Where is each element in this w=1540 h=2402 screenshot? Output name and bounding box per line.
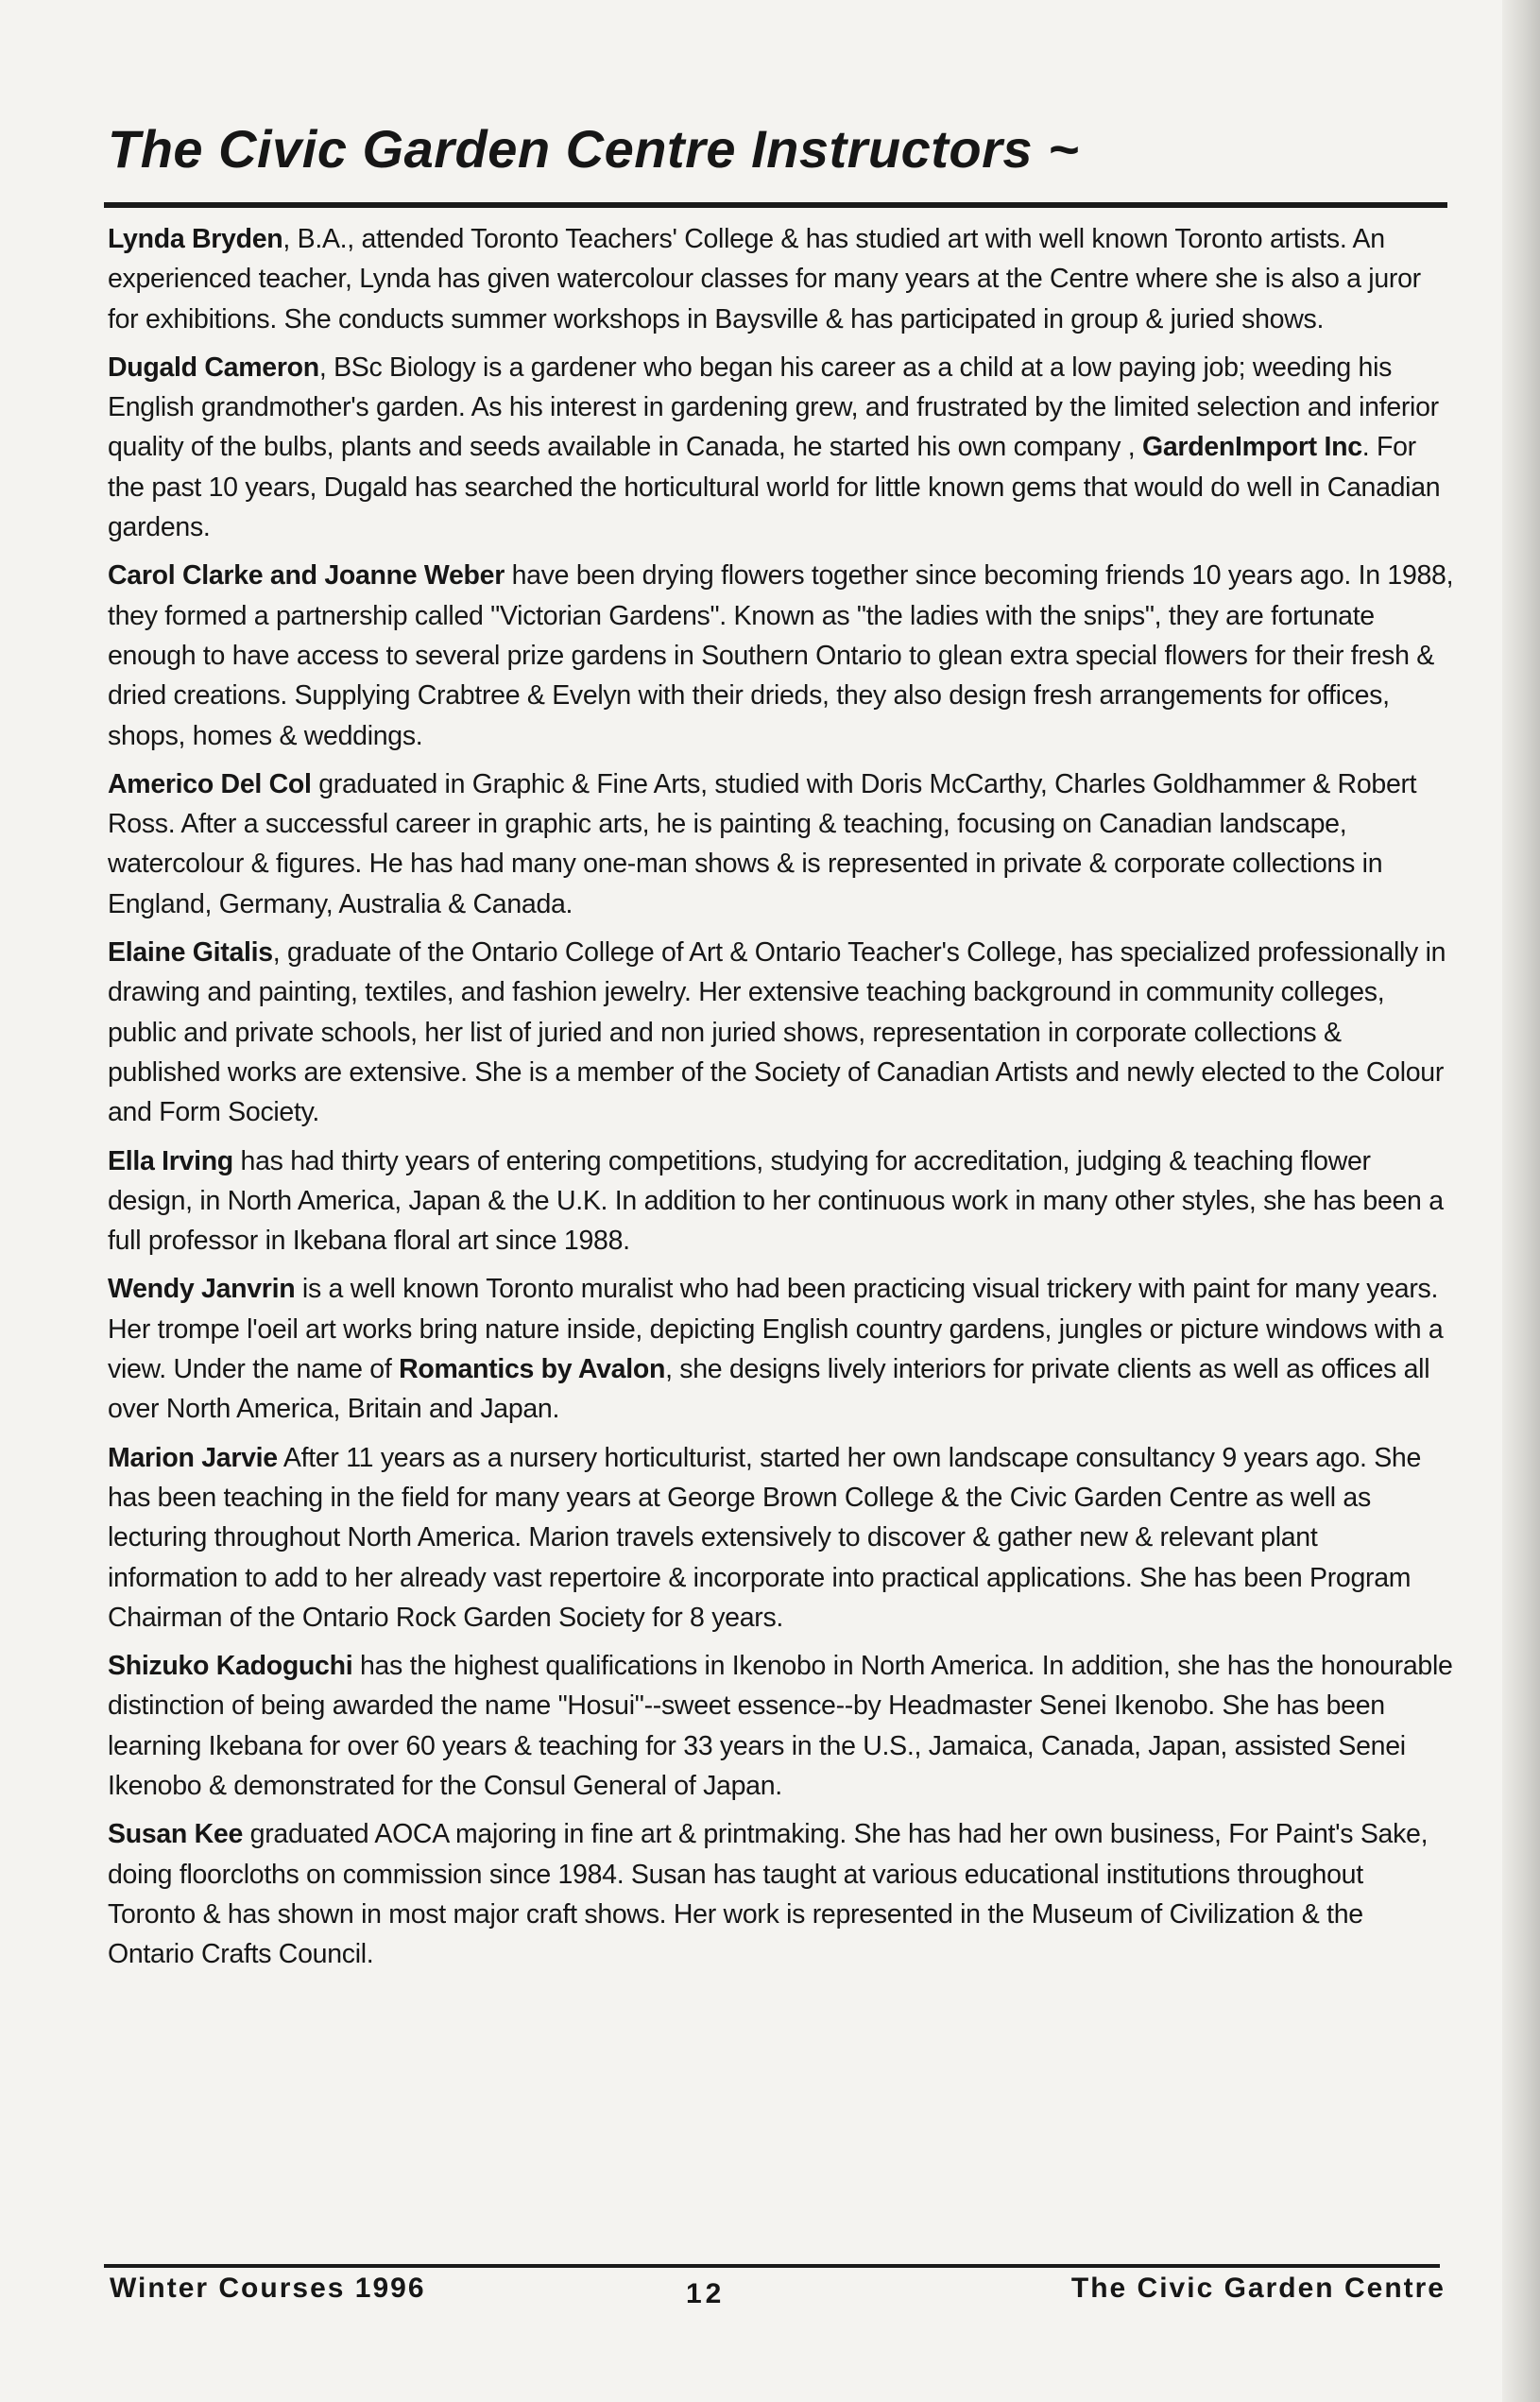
- bio-text: graduated in Graphic & Fine Arts, studied with Doris McCarthy, Charles Goldhammer & Robert Ross. After a successful career in graphic arts, he is painting & teaching, focusing on Canadian landscape, watercolour & figures. He has had many one-man shows & is represented in private & corporate collections in England, Germany, Australia & Canada.: [108, 768, 1417, 919]
- instructor-name: Carol Clarke and Joanne Weber: [108, 560, 505, 592]
- bio-text: has the highest qualifications in Ikenobo in North America. In addition, she has the honourable distinction of being awarded the name "Hosui"--sweet essence--by Headmaster Senei Ikenobo. She has been learning Ikebana for over 60 years & teaching for 33 years in the U.S., Jamaica, Canada, Japan, assisted Senei Ikenobo & demonstrated for the Consul General of Japan.: [108, 1651, 1453, 1801]
- footer-organization: The Civic Garden Centre: [1070, 2273, 1446, 2304]
- bio-text: have been drying flowers together since becoming friends 10 years ago. In 1988, they formed a partnership called "Victorian Gardens". Known as "the ladies with the snips", they are fortunate enough to have access to several prize gardens in Southern Ontario to glean extra special flowers for their fresh & dried creations. Supplying Crabtree & Evelyn with their drieds, they also design fresh arrangements for offices, shops, homes & weddings.: [108, 560, 1454, 751]
- instructor-name: Marion Jarvie: [108, 1442, 278, 1473]
- bio-clarke-weber: [108, 556, 1454, 755]
- company-name: GardenImport Inc: [1142, 432, 1362, 463]
- bio-text: graduated AOCA majoring in fine art & printmaking. She has had her own business, For Paint's Sake, doing floorcloths on commission since 1984. Susan has taught at various educational institutions throughout Toronto & has shown in most major craft shows. Her work is represented in the Museum of Civilization & the Ontario Crafts Council.: [108, 1819, 1429, 1970]
- instructor-name: Shizuko Kadoguchi: [108, 1651, 353, 1682]
- instructor-name: Elaine Gitalis: [108, 937, 273, 969]
- bio-text: . For the past 10 years, Dugald has searched the horticultural world for little known gems that would do well in Canadian gardens.: [108, 432, 1441, 543]
- instructor-name: Dugald Cameron: [108, 352, 319, 383]
- bio-americo-del-col: [108, 764, 1454, 924]
- page-title: The Civic Garden Centre Instructors ~: [108, 119, 1080, 179]
- bio-elaine-gitalis: [108, 933, 1454, 1132]
- bio-text: , she designs lively interiors for private clients as well as offices all over North America, Britain and Japan.: [108, 1354, 1430, 1425]
- bio-lynda-bryden: [108, 219, 1454, 339]
- title-rule: [104, 202, 1447, 208]
- binding-edge-shadow: [1502, 0, 1540, 2402]
- bio-wendy-janvrin: [108, 1269, 1454, 1429]
- bio-susan-kee: [108, 1814, 1454, 1974]
- page-number: 12: [686, 2278, 726, 2309]
- bio-text: is a well known Toronto muralist who had been practicing visual trickery with paint for many years. Her trompe l'oeil art works bring nature inside, depicting English country gardens, jungles or picture windows with a view. Under the name of: [108, 1274, 1444, 1385]
- bio-text: , B.A., attended Toronto Teachers' College & has studied art with well known Toronto artists. An experienced teacher, Lynda has given watercolour classes for many years at the Centre where she is also a juror for exhibitions. She conducts summer workshops in Baysville & has participated in group & juried shows.: [108, 224, 1421, 335]
- footer-course-season: Winter Courses 1996: [110, 2273, 426, 2304]
- instructor-name: Wendy Janvrin: [108, 1274, 296, 1305]
- bio-ella-irving: [108, 1141, 1454, 1261]
- bio-text: , graduate of the Ontario College of Art & Ontario Teacher's College, has specialized professionally in drawing and painting, textiles, and fashion jewelry. Her extensive teaching background in community colleges, public and private schools, her list of juried and non juried shows, representation in corporate collections & published works are extensive. She is a member of the Society of Canadian Artists and newly elected to the Colour and Form Society.: [108, 937, 1446, 1128]
- bio-text: , BSc Biology is a gardener who began his career as a child at a low paying job; weeding his English grandmother's garden. As his interest in gardening grew, and frustrated by the limited selection and inferior quality of the bulbs, plants and seeds available in Canada, he started his own company ,: [108, 352, 1439, 463]
- instructor-bios: [108, 219, 1454, 1982]
- instructor-name: Susan Kee: [108, 1819, 244, 1850]
- bio-marion-jarvie: [108, 1438, 1454, 1638]
- bio-text: After 11 years as a nursery horticulturist, started her own landscape consultancy 9 years ago. She has been teaching in the field for many years at George Brown College & the Civic Garden Centre as well as lecturing throughout North America. Marion travels extensively to discover & gather new & relevant plant information to add to her already vast repertoire & incorporate into practical applications. She has been Program Chairman of the Ontario Rock Garden Society for 8 years.: [108, 1442, 1422, 1633]
- business-name: Romantics by Avalon: [399, 1354, 666, 1385]
- bio-shizuko-kadoguchi: [108, 1646, 1454, 1806]
- bio-text: has had thirty years of entering competitions, studying for accreditation, judging & teaching flower design, in North America, Japan & the U.K. In addition to her continuous work in many other styles, she has been a full professor in Ikebana floral art since 1988.: [108, 1145, 1444, 1257]
- bio-dugald-cameron: [108, 348, 1454, 547]
- instructor-name: Lynda Bryden: [108, 224, 283, 254]
- instructor-name: Americo Del Col: [108, 768, 312, 799]
- instructor-name: Ella Irving: [108, 1145, 233, 1176]
- footer-rule: [104, 2264, 1440, 2268]
